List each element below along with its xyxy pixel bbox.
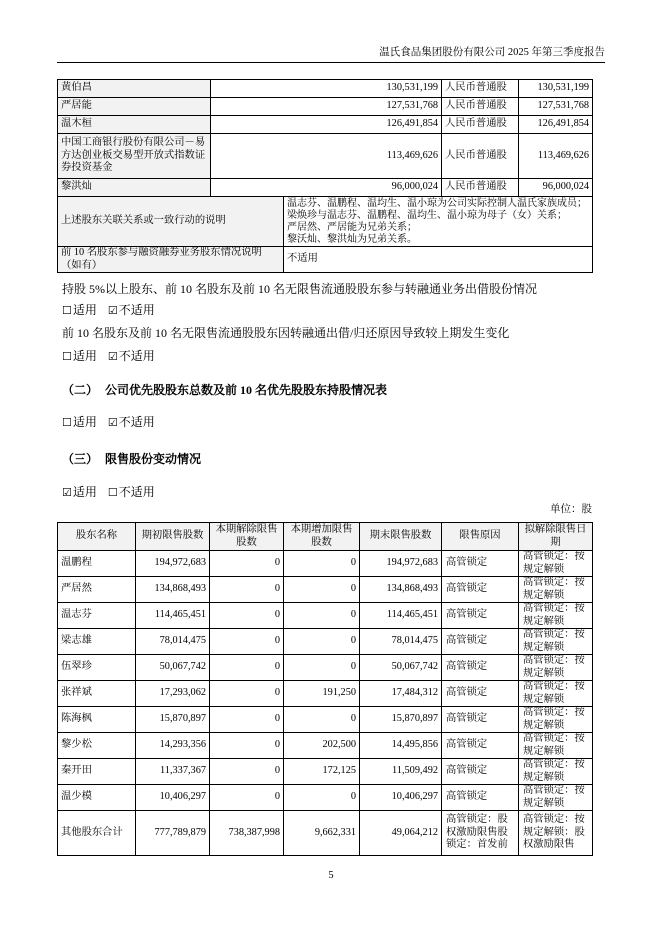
released-restricted: 0 [210,603,284,629]
holder-name: 温志芬 [58,603,136,629]
table-row [58,655,593,681]
checkbox-unchecked-icon: ☐ [62,304,72,317]
relation-label: 上述股东关联关系或一致行动的说明 [58,197,284,247]
opening-restricted: 194,972,683 [136,551,210,577]
table-row [58,733,593,759]
release-date: 高管锁定：按规定解锁 [519,733,593,759]
column-header: 本期解除限售股数 [210,523,284,551]
option-label: 适用 [72,349,97,363]
table-row [58,577,593,603]
section-heading-restricted [62,451,201,467]
added-restricted: 0 [284,785,360,811]
table-row [58,681,593,707]
released-restricted: 0 [210,707,284,733]
relation-line: 梁焕珍与温志芬、温鹏程、温均生、温小琼为母子（女）关系； [287,209,567,221]
table-row [58,179,593,197]
holder-name: 温木桓 [58,116,211,134]
table-row [58,785,593,811]
preferred-options [62,414,163,431]
share-type: 人民币普通股 [442,98,519,116]
option-applicable [62,302,97,319]
holder-name: 张祥斌 [58,681,136,707]
checkbox-checked-icon: ☑ [107,304,118,317]
holder-name: 温少模 [58,785,136,811]
lending-options [62,302,163,319]
option-label: 不适用 [118,485,155,499]
section-heading-preferred [62,382,387,398]
checkbox-unchecked-icon: ☐ [62,416,72,429]
section-number: （二） [62,383,99,397]
added-restricted: 0 [284,707,360,733]
share-type: 人民币普通股 [442,80,519,98]
release-date: 高管锁定：按规定解锁：股权激励限售 [519,811,593,856]
closing-restricted: 50,067,742 [360,655,442,681]
holder-name: 黄伯昌 [58,80,211,98]
added-restricted: 191,250 [284,681,360,707]
relation-line: 温志芬、温鹏程、温均生、温小琼为公司实际控制人温氏家族成员； [287,197,587,209]
table-row [58,759,593,785]
option-not-applicable [108,302,155,319]
restricted-options [62,484,163,501]
share-quantity: 126,491,854 [519,116,593,134]
lending-change-options [62,348,163,365]
closing-restricted: 194,972,683 [360,551,442,577]
closing-restricted: 11,509,492 [360,759,442,785]
holder-name: 严居能 [58,98,211,116]
option-label: 不适用 [118,349,155,363]
holder-shares: 113,469,626 [211,134,442,179]
checkbox-unchecked-icon: ☐ [62,350,72,363]
release-date: 高管锁定：按规定解锁 [519,785,593,811]
released-restricted: 0 [210,551,284,577]
holder-name: 中国工商银行股份有限公司－易方达创业板交易型开放式指数证券投资基金 [58,134,211,179]
option-label: 适用 [72,303,97,317]
restriction-reason: 高管锁定 [442,603,519,629]
lending-text: 持股 5%以上股东、前 10 名股东及前 10 名无限售流通股股东参与转融通业务出借股份情况 [62,282,537,296]
holder-name: 其他股东合计 [58,811,136,856]
share-type: 人民币普通股 [442,116,519,134]
opening-restricted: 15,870,897 [136,707,210,733]
option-not-applicable [108,348,155,365]
checkbox-checked-icon: ☑ [62,486,72,499]
release-date: 高管锁定：按规定解锁 [519,603,593,629]
added-restricted: 0 [284,629,360,655]
holder-name: 温鹏程 [58,551,136,577]
relation-row [58,197,593,247]
checkbox-unchecked-icon: ☐ [107,486,118,499]
running-header: 温氏食品集团股份有限公司 2025 年第三季度报告 [57,44,605,63]
option-label: 适用 [72,415,97,429]
option-label: 不适用 [118,415,155,429]
section-title: 限售股份变动情况 [105,452,202,466]
closing-restricted: 49,064,212 [360,811,442,856]
table-row [58,116,593,134]
released-restricted: 0 [210,629,284,655]
opening-restricted: 114,465,451 [136,603,210,629]
option-not-applicable [108,484,155,501]
checkbox-checked-icon: ☑ [107,416,118,429]
release-date: 高管锁定：按规定解锁 [519,629,593,655]
holder-name: 秦开田 [58,759,136,785]
holder-name: 梁志雄 [58,629,136,655]
holder-name: 严居然 [58,577,136,603]
relation-description [284,197,593,247]
closing-restricted: 78,014,475 [360,629,442,655]
release-date: 高管锁定：按规定解锁 [519,551,593,577]
restriction-reason: 高管锁定 [442,707,519,733]
column-header: 股东名称 [58,523,136,551]
holder-shares: 127,531,768 [211,98,442,116]
release-date: 高管锁定：按规定解锁 [519,577,593,603]
added-restricted: 9,662,331 [284,811,360,856]
restriction-reason: 高管锁定 [442,681,519,707]
restriction-reason: 高管锁定 [442,785,519,811]
release-date: 高管锁定：按规定解锁 [519,655,593,681]
relation-line: 严居然、严居能为兄弟关系； [287,221,417,233]
added-restricted: 0 [284,577,360,603]
opening-restricted: 10,406,297 [136,785,210,811]
restricted-shares-table [57,522,593,856]
holder-shares: 130,531,199 [211,80,442,98]
added-restricted: 172,125 [284,759,360,785]
released-restricted: 738,387,998 [210,811,284,856]
added-restricted: 0 [284,603,360,629]
share-quantity: 127,531,768 [519,98,593,116]
opening-restricted: 777,789,879 [136,811,210,856]
restriction-reason: 高管锁定 [442,655,519,681]
holder-shares: 96,000,024 [211,179,442,197]
closing-restricted: 10,406,297 [360,785,442,811]
opening-restricted: 50,067,742 [136,655,210,681]
table-row [58,629,593,655]
released-restricted: 0 [210,681,284,707]
option-applicable [62,484,97,501]
table-row [58,80,593,98]
added-restricted: 0 [284,551,360,577]
holder-name: 黎少松 [58,733,136,759]
table-row [58,134,593,179]
column-header: 限售原因 [442,523,519,551]
checkbox-checked-icon: ☑ [107,350,118,363]
restriction-reason: 高管锁定 [442,551,519,577]
release-date: 高管锁定：按规定解锁 [519,681,593,707]
holder-name: 黎洪灿 [58,179,211,197]
released-restricted: 0 [210,785,284,811]
table-header-row [58,523,593,551]
margin-trading-label: 前 10 名股东参与融资融券业务股东情况说明（如有） [58,247,284,273]
top-holders-table [57,79,593,273]
option-label: 不适用 [118,303,155,317]
opening-restricted: 14,293,356 [136,733,210,759]
released-restricted: 0 [210,655,284,681]
share-quantity: 96,000,024 [519,179,593,197]
table-row [58,603,593,629]
added-restricted: 202,500 [284,733,360,759]
page-number: 5 [328,870,334,881]
restriction-reason: 高管锁定：股权激励限售股锁定：首发前 [442,811,519,856]
closing-restricted: 14,495,856 [360,733,442,759]
unit-label: 单位：股 [550,504,592,515]
table-row [58,551,593,577]
option-applicable [62,414,97,431]
holder-shares: 126,491,854 [211,116,442,134]
closing-restricted: 17,484,312 [360,681,442,707]
closing-restricted: 114,465,451 [360,603,442,629]
release-date: 高管锁定：按规定解锁 [519,707,593,733]
released-restricted: 0 [210,759,284,785]
holder-name: 陈海枫 [58,707,136,733]
section-number: （三） [62,452,99,466]
holder-name: 伍翠珍 [58,655,136,681]
table-row [58,707,593,733]
option-label: 适用 [72,485,97,499]
release-date: 高管锁定：按规定解锁 [519,759,593,785]
margin-trading-value: 不适用 [284,247,593,273]
closing-restricted: 134,868,493 [360,577,442,603]
restriction-reason: 高管锁定 [442,733,519,759]
released-restricted: 0 [210,733,284,759]
option-not-applicable [108,414,155,431]
section-title: 公司优先股股东总数及前 10 名优先股股东持股情况表 [105,383,388,397]
added-restricted: 0 [284,655,360,681]
share-quantity: 130,531,199 [519,80,593,98]
column-header: 期末限售股数 [360,523,442,551]
relation-line: 黎沃灿、黎洪灿为兄弟关系。 [287,233,417,245]
opening-restricted: 78,014,475 [136,629,210,655]
lending-change-text: 前 10 名股东及前 10 名无限售流通股股东因转融通出借/归还原因导致较上期发生变化 [62,326,510,340]
restriction-reason: 高管锁定 [442,577,519,603]
released-restricted: 0 [210,577,284,603]
closing-restricted: 15,870,897 [360,707,442,733]
margin-trading-row [58,247,593,273]
opening-restricted: 17,293,062 [136,681,210,707]
restriction-reason: 高管锁定 [442,759,519,785]
option-applicable [62,348,97,365]
opening-restricted: 134,868,493 [136,577,210,603]
table-row [58,811,593,856]
share-type: 人民币普通股 [442,134,519,179]
opening-restricted: 11,337,367 [136,759,210,785]
column-header: 拟解除限售日期 [519,523,593,551]
share-type: 人民币普通股 [442,179,519,197]
table-row [58,98,593,116]
share-quantity: 113,469,626 [519,134,593,179]
restriction-reason: 高管锁定 [442,629,519,655]
column-header: 期初限售股数 [136,523,210,551]
column-header: 本期增加限售股数 [284,523,360,551]
